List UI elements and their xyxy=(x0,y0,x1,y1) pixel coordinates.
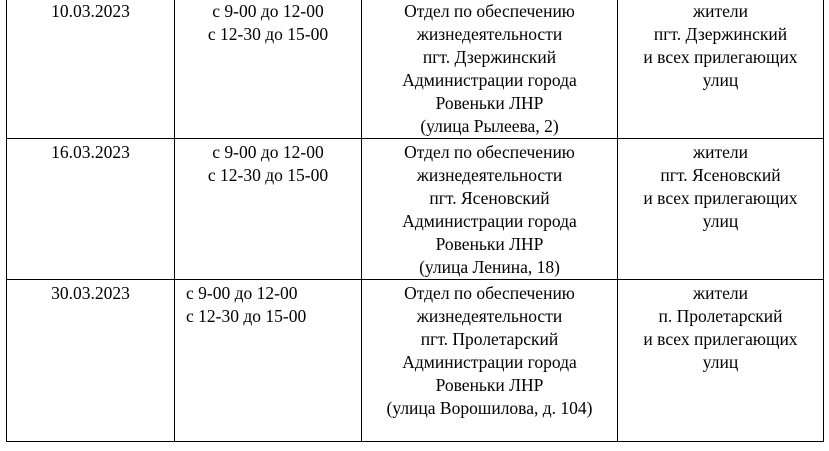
residents-line: пгт. Дзержинский xyxy=(653,24,788,44)
department-line: пгт. Ясеновский xyxy=(429,188,550,208)
residents-line: жители xyxy=(693,142,748,162)
department-line: Администрации города xyxy=(402,70,577,90)
department-line: Администрации города xyxy=(402,211,577,231)
time-line: с 9-00 до 12-00 xyxy=(212,1,324,21)
residents-line: жители xyxy=(693,1,748,21)
residents-line: пгт. Ясеновский xyxy=(660,165,781,185)
time-cell xyxy=(175,280,362,442)
date-text: 16.03.2023 xyxy=(51,142,130,162)
department-line: Ровеньки ЛНР xyxy=(435,234,544,254)
department-line: Отдел по обеспечению xyxy=(404,1,575,21)
department-line: жизнедеятельности xyxy=(416,306,563,326)
department-line: (улица Ворошилова, д. 104) xyxy=(386,398,593,418)
date-cell xyxy=(7,0,175,139)
department-line: Ровеньки ЛНР xyxy=(435,375,544,395)
time-cell xyxy=(175,0,362,139)
time-line: с 9-00 до 12-00 xyxy=(212,142,324,162)
date-cell xyxy=(7,280,175,442)
time-line: с 12-30 до 15-00 xyxy=(186,306,307,326)
residents-line: и всех прилегающих xyxy=(643,47,798,67)
table-row xyxy=(7,139,824,280)
residents-line: улиц xyxy=(702,70,739,90)
department-line: пгт. Пролетарский xyxy=(420,329,559,349)
residents-line: п. Пролетарский xyxy=(658,306,783,326)
department-line: жизнедеятельности xyxy=(416,165,563,185)
residents-line: жители xyxy=(693,283,748,303)
department-line: Отдел по обеспечению xyxy=(404,142,575,162)
date-cell xyxy=(7,139,175,280)
department-cell xyxy=(362,0,618,139)
table-row xyxy=(7,280,824,442)
department-line: жизнедеятельности xyxy=(416,24,563,44)
department-cell xyxy=(362,280,618,442)
residents-line: улиц xyxy=(702,211,739,231)
date-text: 30.03.2023 xyxy=(51,283,130,303)
residents-line: и всех прилегающих xyxy=(643,188,798,208)
date-text: 10.03.2023 xyxy=(51,1,130,21)
time-line: с 9-00 до 12-00 xyxy=(186,283,298,303)
department-line: Отдел по обеспечению xyxy=(404,283,575,303)
residents-cell xyxy=(618,280,824,442)
department-line: пгт. Дзержинский xyxy=(422,47,557,67)
residents-cell xyxy=(618,139,824,280)
department-line: Ровеньки ЛНР xyxy=(435,93,544,113)
time-line: с 12-30 до 15-00 xyxy=(207,24,329,44)
residents-cell xyxy=(618,0,824,139)
department-line: Администрации города xyxy=(402,352,577,372)
residents-line: и всех прилегающих xyxy=(643,329,798,349)
department-line: (улица Рылеева, 2) xyxy=(420,116,559,136)
schedule-table xyxy=(6,0,824,442)
department-line: (улица Ленина, 18) xyxy=(419,257,560,277)
residents-line: улиц xyxy=(702,352,739,372)
department-cell xyxy=(362,139,618,280)
time-line: с 12-30 до 15-00 xyxy=(207,165,329,185)
time-cell xyxy=(175,139,362,280)
table-row xyxy=(7,0,824,139)
